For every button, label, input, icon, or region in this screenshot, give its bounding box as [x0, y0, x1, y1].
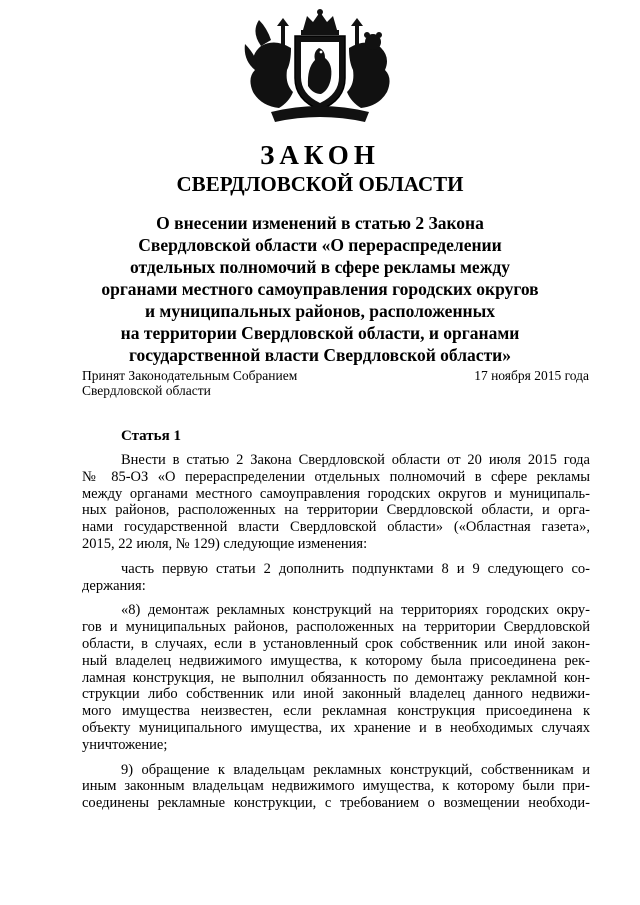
heading-line: О внесении изменений в статью 2 Закона: [156, 213, 484, 233]
text-line: ламная конструкция, не выполнил обязанность по демонтажу рекламной кон-: [82, 669, 590, 686]
adoption-date: 17 ноября 2015 года: [474, 368, 589, 383]
article-body: [82, 452, 590, 812]
paragraph: [82, 561, 590, 595]
text-line: держания:: [82, 577, 146, 594]
text-line: струкции либо собственник или иной законный владелец данного недвижи-: [82, 686, 590, 703]
law-title: ЗАКОН: [260, 140, 380, 170]
text-line: 9) обращение к владельцам рекламных конструкций, собственникам и: [121, 761, 590, 778]
text-line: «8) демонтаж рекламных конструкций на территориях городских окру-: [121, 602, 590, 619]
text-line: области, в случаях, если в установленный срок собственник или иной закон-: [82, 635, 590, 652]
text-line: соединены рекламные конструкции, с требованием о возмещении необходи-: [82, 795, 590, 812]
text-line: ный владелец недвижимого имущества, к которому была присоединена рек-: [82, 652, 590, 669]
heading-line: органами местного самоуправления городских округов: [101, 279, 539, 299]
adopted-by-region: Свердловской области: [82, 383, 211, 398]
article-title: Статья 1: [121, 428, 181, 444]
text-line: 2015, 22 июля, № 129) следующие изменения:: [82, 535, 368, 552]
coat-of-arms-emblem: [241, 8, 399, 126]
text-line: уничтожение;: [82, 736, 168, 753]
heading-line: на территории Свердловской области, и органами: [120, 323, 520, 343]
text-line: мого имущества неизвестен, если рекламная конструкция присоединена к: [82, 703, 590, 720]
adopted-by-line: Принят Законодательным Собранием: [82, 368, 298, 383]
text-line: ных районов, расположенных на территории Свердловской области, и орга-: [82, 502, 590, 519]
region-title: СВЕРДЛОВСКОЙ ОБЛАСТИ: [176, 172, 464, 196]
paragraph: [82, 762, 590, 812]
text-line: объекту муниципального имущества, их хранение и в необходимых случаях: [82, 719, 590, 736]
text-line: иным законным владельцам недвижимого имущества, к которому были при-: [82, 778, 590, 795]
text-line: № 85-ОЗ «О перераспределении отдельных полномочий в сфере рекламы: [82, 468, 590, 485]
paragraph: [82, 452, 590, 553]
text-line: часть первую статьи 2 дополнить подпунктами 8 и 9 следующего со-: [121, 560, 590, 577]
text-line: Внести в статью 2 Закона Свердловской области от 20 июля 2015 года: [121, 452, 590, 468]
heading-line: Свердловской области «О перераспределении: [138, 235, 502, 255]
text-line: между органами местного самоуправления городских округов и муниципаль-: [82, 485, 590, 502]
text-line: гов и муниципальных районов, расположенных на территории Свердловской: [82, 619, 590, 636]
law-heading: [60, 212, 580, 366]
heading-line: и муниципальных районов, расположенных: [144, 301, 496, 321]
heading-line: государственной власти Свердловской области»: [128, 345, 511, 365]
adoption-info: [82, 368, 297, 398]
text-line: нами государственной власти Свердловской области» («Областная газета»,: [82, 519, 590, 536]
paragraph: [82, 602, 590, 753]
heading-line: отдельных полномочий в сфере рекламы между: [130, 257, 510, 277]
